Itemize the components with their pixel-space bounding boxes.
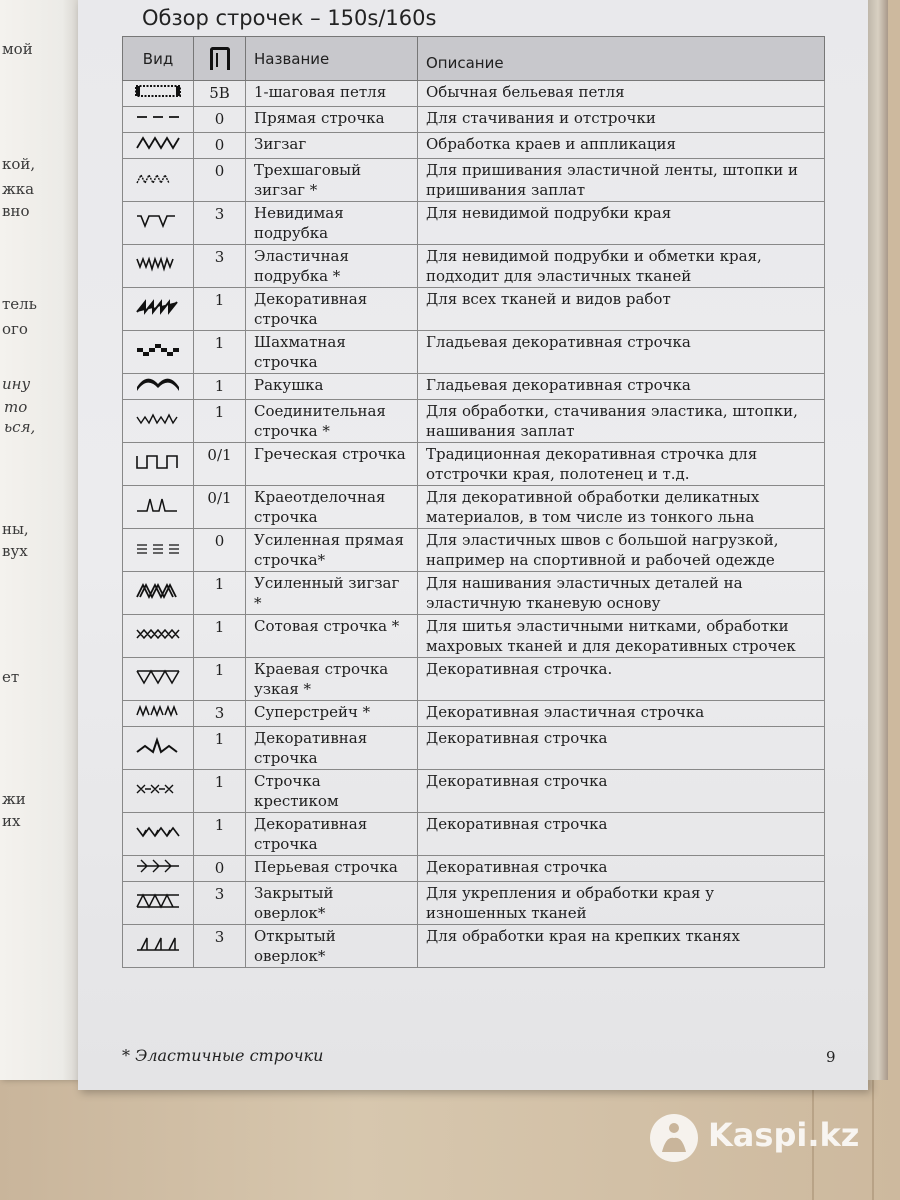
foot-number: 3 — [194, 701, 246, 727]
table-row — [123, 770, 825, 813]
stitch-description: Гладьевая декоративная строчка — [418, 374, 825, 400]
table-row — [123, 107, 825, 133]
table-row — [123, 882, 825, 925]
foot-number: 0/1 — [194, 443, 246, 486]
stitch-description: Для шитья эластичными нитками, обработки махровых тканей и для декоративных строчек — [418, 615, 825, 658]
stitch-icon-cell — [123, 202, 194, 245]
stitch-name: Краеотделочная строчка — [246, 486, 418, 529]
kaspi-logo-icon — [648, 1112, 700, 1164]
elastic-blind-hem-icon — [133, 254, 183, 274]
foot-number: 1 — [194, 615, 246, 658]
reinforced-straight-icon — [133, 538, 183, 558]
stitch-name: Открытый оверлок* — [246, 925, 418, 968]
footnote: * Эластичные строчки — [122, 1046, 324, 1065]
stitch-icon-cell — [123, 770, 194, 813]
table-row — [123, 486, 825, 529]
stitch-icon-cell — [123, 374, 194, 400]
left-page-text-fragment: тель — [2, 295, 37, 313]
left-page-text-fragment: то — [4, 398, 28, 416]
foot-number: 0 — [194, 133, 246, 159]
header-desc: Описание — [418, 37, 825, 81]
stitch-icon-cell — [123, 882, 194, 925]
stitch-name: Шахматная строчка — [246, 331, 418, 374]
straight-stitch-icon — [133, 107, 183, 127]
left-page-text-fragment: ет — [2, 668, 20, 686]
table-row — [123, 400, 825, 443]
stitch-icon-cell — [123, 572, 194, 615]
stitch-name: Эластичная подрубка * — [246, 245, 418, 288]
stitch-name: 1-шаговая петля — [246, 81, 418, 107]
table-row — [123, 727, 825, 770]
page-number: 9 — [826, 1048, 836, 1066]
stitch-description: Для всех тканей и видов работ — [418, 288, 825, 331]
stitch-icon-cell — [123, 658, 194, 701]
stitch-name: Трехшаговый зигзаг * — [246, 159, 418, 202]
blind-hem-icon — [133, 211, 183, 231]
left-page-text-fragment: кой, — [2, 155, 36, 173]
decorative-stitch-3-icon — [133, 822, 183, 842]
greek-stitch-icon — [133, 452, 183, 472]
left-page-text-fragment: жка — [2, 180, 35, 198]
table-row — [123, 925, 825, 968]
table-row — [123, 443, 825, 486]
stitch-name: Декоративная строчка — [246, 727, 418, 770]
stitch-icon-cell — [123, 856, 194, 882]
stitch-description: Обычная бельевая петля — [418, 81, 825, 107]
left-page-text-fragment: вно — [2, 202, 30, 220]
stitch-name: Закрытый оверлок* — [246, 882, 418, 925]
stitch-icon-cell — [123, 701, 194, 727]
left-page-edge — [0, 0, 78, 1080]
stitch-name: Декоративная строчка — [246, 288, 418, 331]
table-row — [123, 701, 825, 727]
stitch-description: Для пришивания эластичной ленты, штопки и пришивания заплат — [418, 159, 825, 202]
table-row — [123, 159, 825, 202]
foot-number: 1 — [194, 331, 246, 374]
stitch-name: Зигзаг — [246, 133, 418, 159]
table-row — [123, 529, 825, 572]
table-row — [123, 658, 825, 701]
stitch-icon-cell — [123, 727, 194, 770]
watermark — [648, 1110, 868, 1166]
stitch-description: Декоративная строчка — [418, 770, 825, 813]
buttonhole-stitch-icon — [133, 81, 183, 101]
header-name: Название — [246, 37, 418, 81]
foot-number: 1 — [194, 400, 246, 443]
stitch-icon-cell — [123, 925, 194, 968]
table-row — [123, 331, 825, 374]
foot-number: 3 — [194, 925, 246, 968]
stitch-icon-cell — [123, 331, 194, 374]
stitch-description: Для укрепления и обработки края у изношенных тканей — [418, 882, 825, 925]
foot-number: 0 — [194, 529, 246, 572]
left-page-text-fragment: их — [2, 812, 21, 830]
stitch-name: Прямая строчка — [246, 107, 418, 133]
stitch-name: Греческая строчка — [246, 443, 418, 486]
stitch-icon-cell — [123, 400, 194, 443]
foot-number: 1 — [194, 374, 246, 400]
presser-foot-icon — [210, 47, 230, 70]
foot-number: 3 — [194, 245, 246, 288]
manual-page — [78, 0, 868, 1090]
foot-number: 0/1 — [194, 486, 246, 529]
foot-number: 0 — [194, 159, 246, 202]
stitch-name: Ракушка — [246, 374, 418, 400]
stitch-description: Декоративная строчка — [418, 856, 825, 882]
foot-number: 3 — [194, 882, 246, 925]
left-page-text-fragment: мой — [2, 40, 33, 58]
stitch-description: Для невидимой подрубки края — [418, 202, 825, 245]
left-page-text-fragment: вух — [2, 542, 28, 560]
shell-stitch-icon — [133, 374, 183, 394]
stitch-description: Для нашивания эластичных деталей на эластичную тканевую основу — [418, 572, 825, 615]
stitch-icon-cell — [123, 486, 194, 529]
table-row — [123, 81, 825, 107]
header-foot — [194, 37, 246, 81]
foot-number: 1 — [194, 813, 246, 856]
stitch-name: Декоративная строчка — [246, 813, 418, 856]
stitch-name: Сотовая строчка * — [246, 615, 418, 658]
reinforced-zigzag-icon — [133, 581, 183, 601]
table-row — [123, 133, 825, 159]
closed-overlock-icon — [133, 891, 183, 911]
left-page-text-fragment: ину — [2, 375, 31, 393]
table-row — [123, 856, 825, 882]
table-row — [123, 245, 825, 288]
stitch-icon-cell — [123, 133, 194, 159]
left-page-text-fragment: ны, — [2, 520, 29, 538]
table-row — [123, 615, 825, 658]
stitch-name: Перьевая строчка — [246, 856, 418, 882]
foot-number: 0 — [194, 107, 246, 133]
stitch-description: Декоративная строчка. — [418, 658, 825, 701]
stitch-description: Для стачивания и отстрочки — [418, 107, 825, 133]
foot-number: 1 — [194, 288, 246, 331]
stitch-description: Гладьевая декоративная строчка — [418, 331, 825, 374]
watermark-text: Kaspi.kz — [708, 1116, 860, 1154]
table-row — [123, 374, 825, 400]
open-overlock-icon — [133, 934, 183, 954]
three-step-zigzag-icon — [133, 168, 183, 188]
stitch-name: Соединительная строчка * — [246, 400, 418, 443]
stitch-description: Для обработки, стачивания эластика, штопки, нашивания заплат — [418, 400, 825, 443]
zigzag-stitch-icon — [133, 133, 183, 153]
stitch-icon-cell — [123, 813, 194, 856]
foot-number: 1 — [194, 658, 246, 701]
stitch-description: Для эластичных швов с большой нагрузкой, например на спортивной и рабочей одежде — [418, 529, 825, 572]
checker-stitch-icon — [133, 340, 183, 360]
stitch-description: Декоративная эластичная строчка — [418, 701, 825, 727]
stitch-icon-cell — [123, 529, 194, 572]
page-stack-edge — [868, 0, 888, 1080]
table-row — [123, 572, 825, 615]
foot-number: 0 — [194, 856, 246, 882]
connecting-stitch-icon — [133, 409, 183, 429]
left-page-text-fragment: ься, — [4, 418, 36, 436]
stitch-name: Усиленный зигзаг * — [246, 572, 418, 615]
superstretch-icon — [133, 701, 183, 721]
table-row — [123, 202, 825, 245]
edge-finish-stitch-icon — [133, 495, 183, 515]
header-vid: Вид — [123, 37, 194, 81]
stitch-description: Для декоративной обработки деликатных материалов, в том числе из тонкого льна — [418, 486, 825, 529]
stitch-description: Обработка краев и аппликация — [418, 133, 825, 159]
page-title: Обзор строчек – 150s/160s — [142, 6, 437, 30]
stitch-icon-cell — [123, 159, 194, 202]
foot-number: 5B — [194, 81, 246, 107]
stitch-description: Для обработки края на крепких тканях — [418, 925, 825, 968]
table-header-row — [123, 37, 825, 81]
stitch-name: Суперстрейч * — [246, 701, 418, 727]
cross-stitch-icon — [133, 779, 183, 799]
foot-number: 1 — [194, 572, 246, 615]
stitch-description: Для невидимой подрубки и обметки края, подходит для эластичных тканей — [418, 245, 825, 288]
left-page-text-fragment: жи — [2, 790, 26, 808]
honeycomb-stitch-icon — [133, 624, 183, 644]
stitch-table — [122, 36, 825, 968]
stitch-name: Усиленная прямая строчка* — [246, 529, 418, 572]
foot-number: 1 — [194, 727, 246, 770]
stitch-icon-cell — [123, 443, 194, 486]
table-row — [123, 813, 825, 856]
narrow-edge-stitch-icon — [133, 667, 183, 687]
stitch-description: Декоративная строчка — [418, 727, 825, 770]
stitch-icon-cell — [123, 107, 194, 133]
foot-number: 3 — [194, 202, 246, 245]
stitch-description: Традиционная декоративная строчка для отстрочки края, полотенец и т.д. — [418, 443, 825, 486]
stitch-description: Декоративная строчка — [418, 813, 825, 856]
stitch-icon-cell — [123, 288, 194, 331]
foot-number: 1 — [194, 770, 246, 813]
left-page-text-fragment: ого — [2, 320, 28, 338]
stitch-icon-cell — [123, 81, 194, 107]
stitch-name: Краевая строчка узкая * — [246, 658, 418, 701]
stitch-icon-cell — [123, 615, 194, 658]
stitch-name: Строчка крестиком — [246, 770, 418, 813]
stitch-name: Невидимая подрубка — [246, 202, 418, 245]
decorative-stitch-icon — [133, 297, 183, 317]
table-row — [123, 288, 825, 331]
feather-stitch-icon — [133, 856, 183, 876]
decorative-stitch-2-icon — [133, 736, 183, 756]
stitch-icon-cell — [123, 245, 194, 288]
